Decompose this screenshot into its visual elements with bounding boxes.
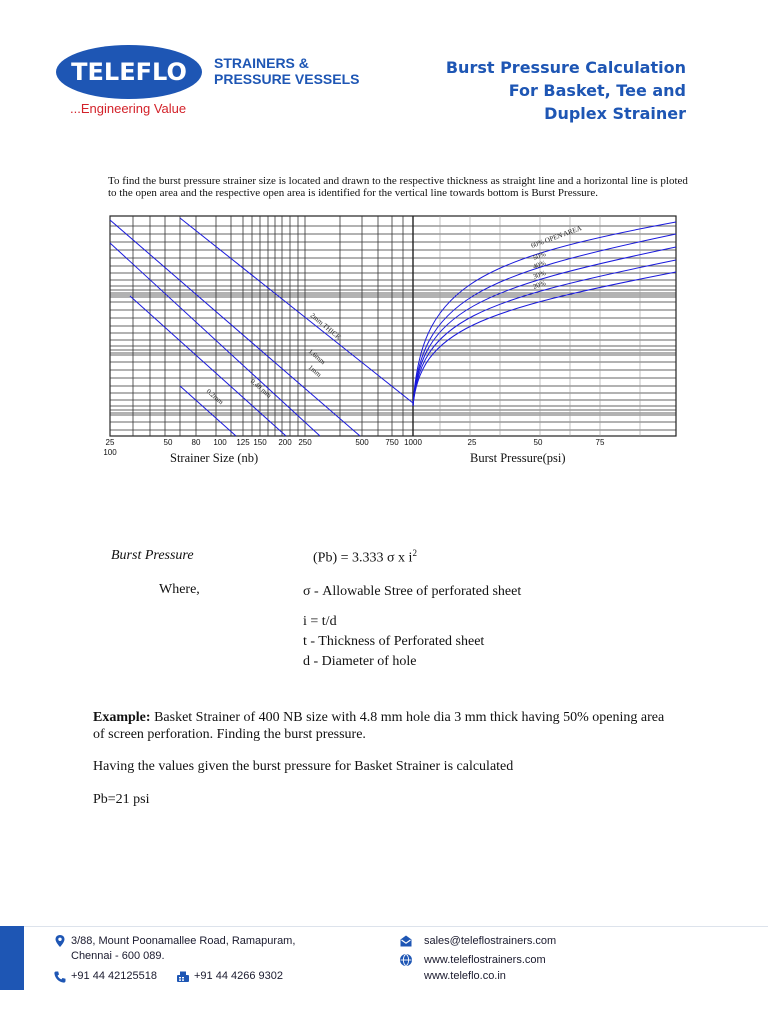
result-text: Pb=21 psi: [93, 792, 150, 807]
open-area-label: 50%: [531, 249, 547, 262]
left-x-tick: 500: [355, 438, 369, 447]
address-line1: 3/88, Mount Poonamallee Road, Ramapuram,: [71, 935, 296, 947]
website-link-1[interactable]: www.teleflostrainers.com: [424, 954, 546, 966]
left-x-tick: 200: [278, 438, 292, 447]
phone-number[interactable]: +91 44 42125518: [71, 970, 157, 982]
open-area-label: 30%: [531, 268, 547, 281]
thickness-line-label: 0.40 mm: [248, 377, 273, 400]
definition-t: t - Thickness of Perforated sheet: [303, 634, 485, 649]
left-x-tick: 125: [236, 438, 250, 447]
location-icon: [53, 934, 67, 948]
formula-text: (Pb) = 3.333 σ x i: [313, 550, 413, 566]
formula-exponent: 2: [412, 548, 417, 558]
footer-accent-bar: [0, 926, 24, 990]
brand-subtitle: [214, 55, 360, 87]
example-text: Basket Strainer of 400 NB size with 4.8 mm hole dia 3 mm thick having 50% opening area of screen perforation. Finding the burst pressure.: [93, 710, 665, 742]
example-paragraph: [93, 709, 673, 743]
phone-icon: [53, 970, 67, 984]
page-title-line2: For Basket, Tee and: [508, 81, 686, 100]
footer-divider: [0, 926, 768, 927]
example-label: Example:: [93, 710, 151, 725]
address-line2: Chennai - 600 089.: [71, 950, 165, 962]
left-x-tick: 150: [253, 438, 267, 447]
left-x-tick: 80: [191, 438, 201, 447]
definition-d: d - Diameter of hole: [303, 654, 417, 669]
brand-subtitle-line1: STRAINERS &: [214, 55, 309, 71]
burst-pressure-chart: [0, 200, 768, 470]
left-x-tick-extra: 100: [103, 448, 117, 457]
website-link-2[interactable]: www.teleflo.co.in: [424, 970, 506, 982]
email-icon: [399, 934, 413, 948]
thickness-line-label: 2mm THICK: [308, 311, 343, 342]
left-x-tick: 250: [298, 438, 312, 447]
right-x-tick: 50: [533, 438, 543, 447]
formula-definitions: [303, 582, 521, 672]
left-x-tick: 100: [213, 438, 227, 447]
thickness-line-label: 1mm: [306, 363, 323, 379]
right-x-tick: 75: [595, 438, 605, 447]
thickness-line: [110, 243, 320, 436]
brand-subtitle-line2: PRESSURE VESSELS: [214, 71, 360, 87]
where-label: Where,: [159, 582, 200, 597]
thickness-line-label: 1.6mm: [306, 347, 327, 367]
calculation-text: Having the values given the burst pressure for Basket Strainer is calculated: [93, 759, 514, 774]
left-x-tick: 750: [385, 438, 399, 447]
email-link[interactable]: sales@teleflostrainers.com: [424, 935, 557, 947]
intro-text: To find the burst pressure strainer size is located and drawn to the respective thickness as straight line and a horizontal line is ploted to the open area and the respective open area is identified for the vertical line towards bottom is Burst Pressure.: [108, 175, 688, 199]
formula-expression: [313, 548, 417, 567]
right-x-axis-label: Burst Pressure(psi): [470, 451, 566, 465]
page-title-line3: Duplex Strainer: [544, 104, 686, 123]
teleflo-logo: [55, 44, 203, 100]
right-x-tick: 25: [467, 438, 477, 447]
page-title-line1: Burst Pressure Calculation: [445, 58, 686, 77]
fax-icon: [176, 970, 190, 984]
formula-label: Burst Pressure: [111, 548, 194, 563]
left-x-tick: 50: [163, 438, 173, 447]
logo-tagline: ...Engineering Value: [70, 101, 187, 116]
left-x-tick: 1000: [404, 438, 422, 447]
open-area-label: 40%: [531, 258, 547, 271]
open-area-label: 20%: [531, 278, 547, 291]
logo-text: TELEFLO: [71, 58, 187, 86]
fax-number[interactable]: +91 44 4266 9302: [194, 970, 284, 982]
definition-sigma: σ - Allowable Stree of perforated sheet: [303, 584, 522, 599]
left-x-tick: 25: [105, 438, 115, 447]
web-icon: [399, 953, 413, 967]
page-title: [446, 56, 686, 125]
thickness-line-label: 0.2mm: [204, 387, 225, 407]
open-area-label: 60% OPEN AREA: [529, 224, 583, 250]
definition-i: i = t/d: [303, 614, 337, 629]
left-x-axis-label: Strainer Size (nb): [170, 451, 259, 465]
